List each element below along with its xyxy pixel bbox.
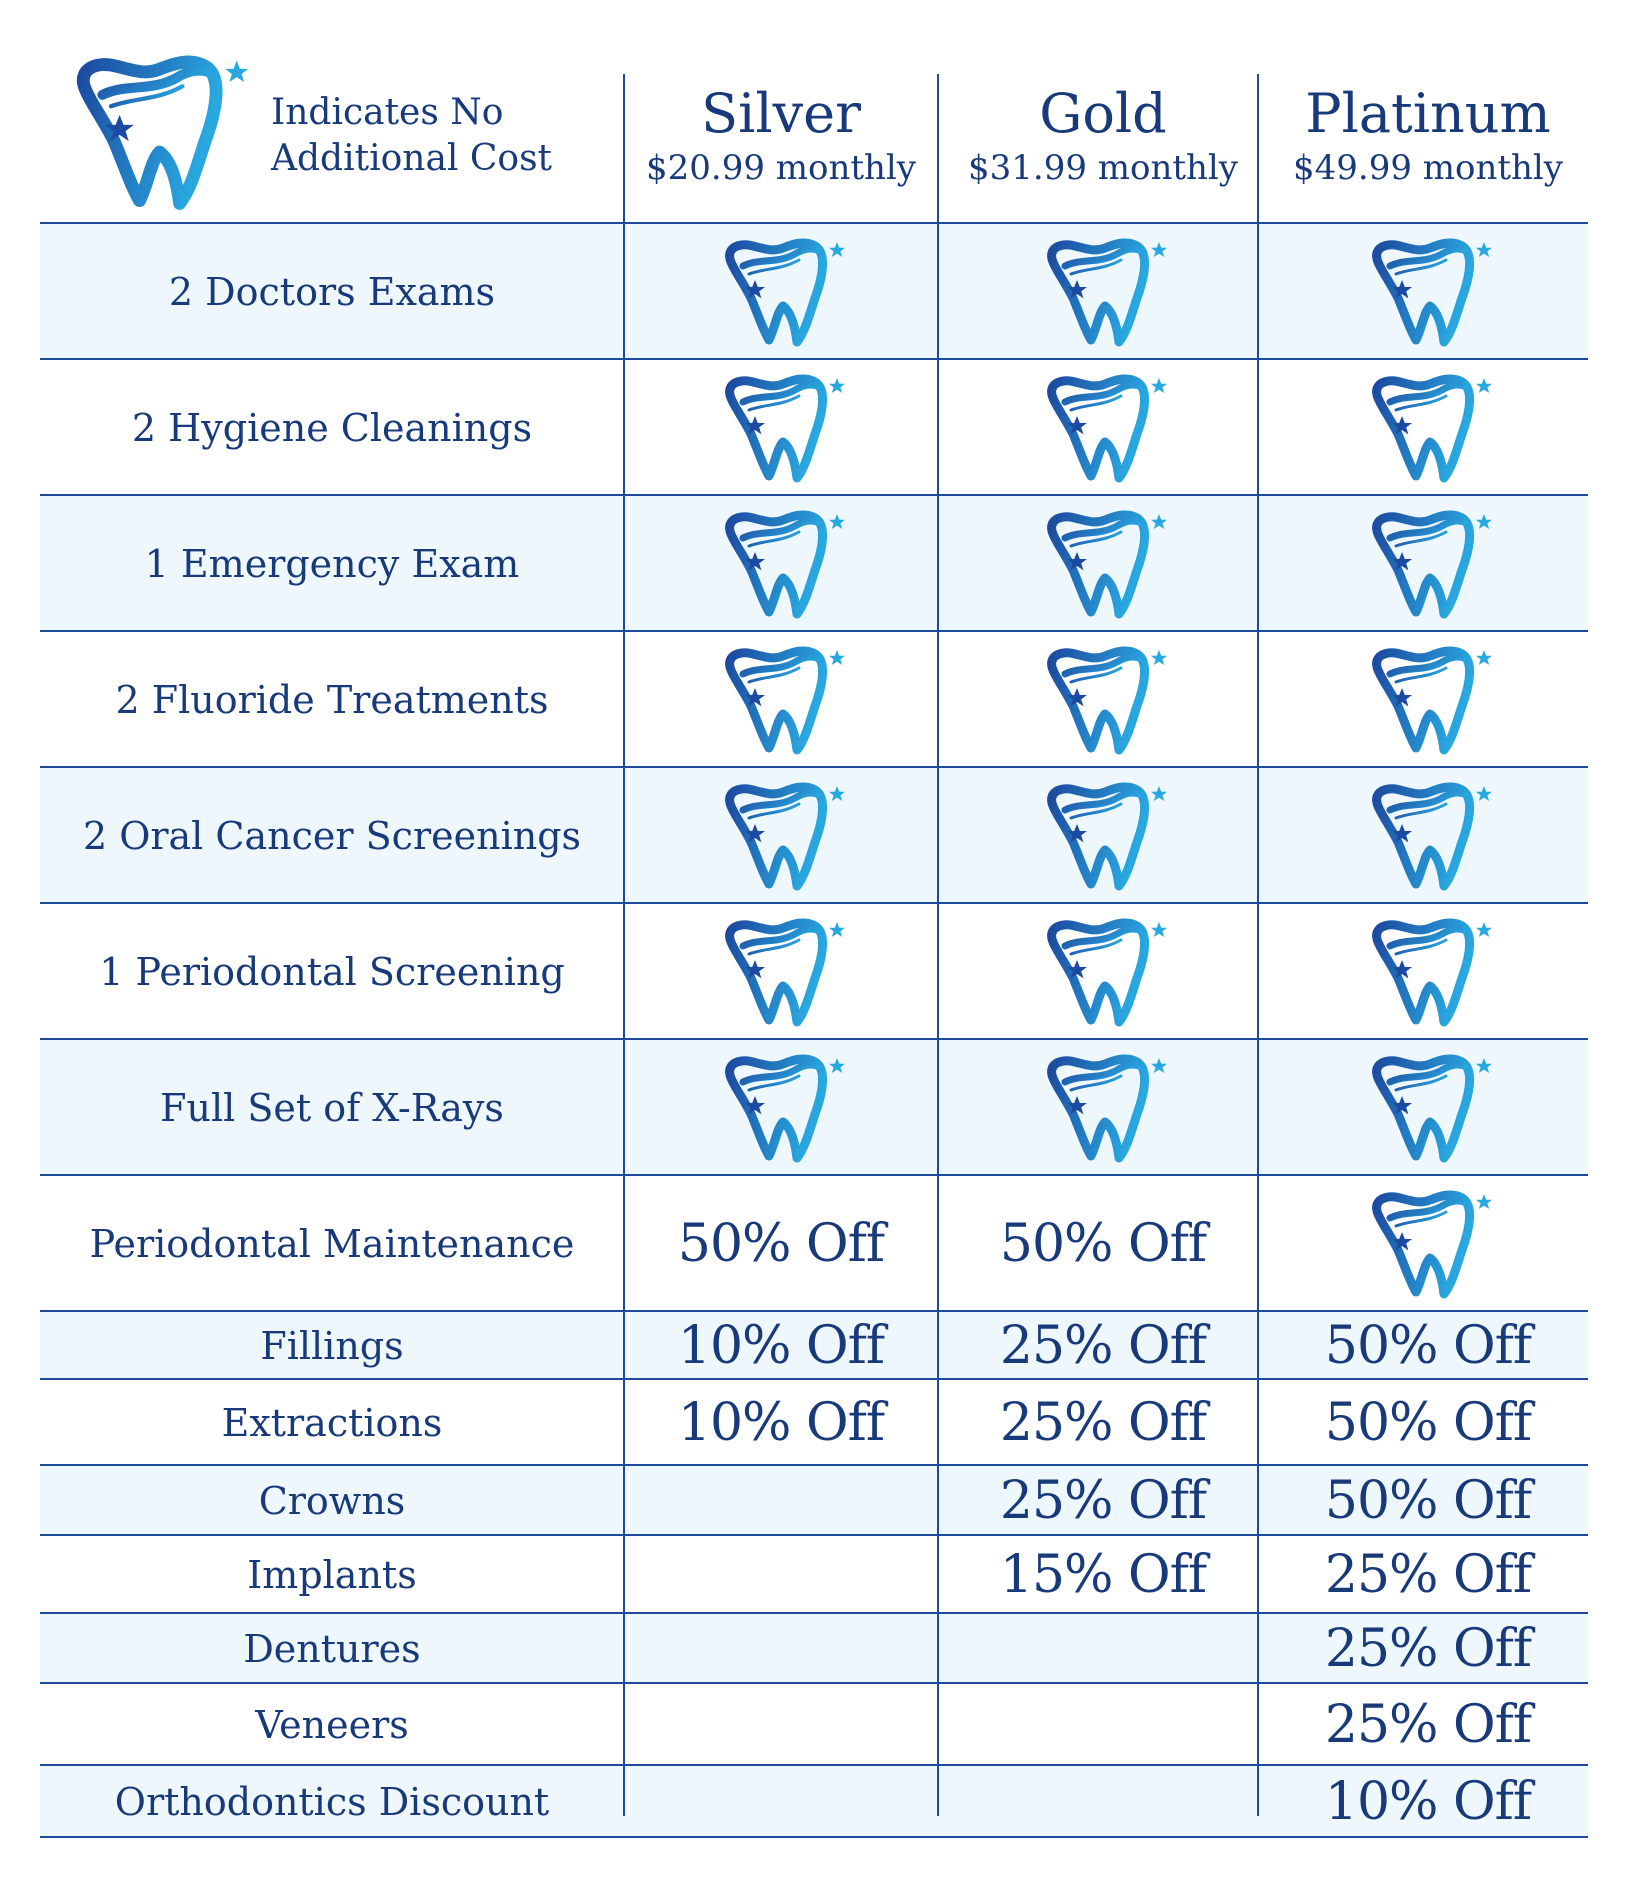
feature-label: Veneers <box>255 1703 409 1747</box>
tooth-star-icon <box>719 372 849 484</box>
gold-cell <box>938 1766 1268 1838</box>
feature-cell <box>40 1766 624 1838</box>
platinum-cell <box>1268 768 1588 904</box>
gold-cell <box>938 904 1268 1040</box>
feature-label: Crowns <box>258 1479 406 1523</box>
platinum-cell <box>1268 1176 1588 1312</box>
feature-cell <box>40 1614 624 1684</box>
gold-cell <box>938 1040 1268 1176</box>
feature-cell <box>40 360 624 496</box>
tooth-star-icon <box>1366 780 1496 892</box>
plan-name: Platinum <box>1305 82 1551 145</box>
silver-cell <box>624 904 938 1040</box>
feature-cell <box>40 1536 624 1614</box>
table-row <box>40 1612 1588 1684</box>
discount-value: 10% Off <box>677 1393 885 1453</box>
tooth-star-icon <box>1366 508 1496 620</box>
discount-value: 50% Off <box>1324 1393 1532 1453</box>
silver-cell <box>624 224 938 360</box>
feature-label: 2 Hygiene Cleanings <box>131 406 533 450</box>
plan-name: Silver <box>701 82 861 145</box>
plan-header-gold <box>938 80 1268 188</box>
gold-cell <box>938 224 1268 360</box>
table-row <box>40 1534 1588 1614</box>
legend-text <box>271 90 552 182</box>
platinum-cell <box>1268 904 1588 1040</box>
plan-name: Gold <box>1039 82 1167 145</box>
feature-label: Extractions <box>221 1401 443 1445</box>
tooth-star-icon <box>1366 1188 1496 1300</box>
gold-cell <box>938 1176 1268 1312</box>
silver-cell <box>624 1684 938 1766</box>
legend-line-1: Indicates No <box>271 92 504 133</box>
gold-cell <box>938 1536 1268 1614</box>
tooth-star-icon <box>66 52 256 212</box>
silver-cell <box>624 632 938 768</box>
gold-cell <box>938 632 1268 768</box>
tooth-star-icon <box>1041 1052 1171 1164</box>
feature-cell <box>40 1380 624 1466</box>
platinum-cell <box>1268 1380 1588 1466</box>
platinum-cell <box>1268 496 1588 632</box>
discount-value: 50% Off <box>677 1214 885 1274</box>
feature-label: Orthodontics Discount <box>114 1780 550 1824</box>
discount-value: 25% Off <box>999 1471 1207 1531</box>
gold-cell <box>938 1380 1268 1466</box>
silver-cell <box>624 1536 938 1614</box>
table-row <box>40 1682 1588 1766</box>
discount-value: 25% Off <box>999 1393 1207 1453</box>
silver-cell <box>624 1380 938 1466</box>
tooth-star-icon <box>1366 916 1496 1028</box>
discount-value: 50% Off <box>1324 1471 1532 1531</box>
tooth-star-icon <box>1041 236 1171 348</box>
table-row <box>40 222 1588 360</box>
table-row <box>40 630 1588 768</box>
tooth-star-icon <box>719 644 849 756</box>
table-row <box>40 1378 1588 1466</box>
platinum-cell <box>1268 224 1588 360</box>
column-divider <box>937 74 939 1816</box>
table-row <box>40 494 1588 632</box>
tooth-star-icon <box>719 236 849 348</box>
discount-value: 25% Off <box>999 1316 1207 1376</box>
tooth-star-icon <box>1366 372 1496 484</box>
feature-cell <box>40 1684 624 1766</box>
gold-cell <box>938 1466 1268 1536</box>
gold-cell <box>938 768 1268 904</box>
silver-cell <box>624 1466 938 1536</box>
table-row <box>40 1038 1588 1176</box>
platinum-cell <box>1268 1040 1588 1176</box>
table-row <box>40 1310 1588 1380</box>
feature-cell <box>40 1176 624 1312</box>
platinum-cell <box>1268 1466 1588 1536</box>
platinum-cell <box>1268 1684 1588 1766</box>
feature-cell <box>40 496 624 632</box>
platinum-cell <box>1268 1614 1588 1684</box>
table-row <box>40 1174 1588 1312</box>
legend-line-2: Additional Cost <box>271 138 553 179</box>
platinum-cell <box>1268 1536 1588 1614</box>
plan-price: $20.99 monthly <box>645 148 917 188</box>
feature-cell <box>40 632 624 768</box>
gold-cell <box>938 1684 1268 1766</box>
plan-header-platinum <box>1268 80 1588 188</box>
table-row <box>40 902 1588 1040</box>
tooth-star-icon <box>1041 916 1171 1028</box>
platinum-cell <box>1268 632 1588 768</box>
tooth-star-icon <box>1366 236 1496 348</box>
feature-label: Periodontal Maintenance <box>89 1222 575 1266</box>
feature-label: Dentures <box>243 1627 421 1671</box>
discount-value: 50% Off <box>1324 1316 1532 1376</box>
platinum-cell <box>1268 360 1588 496</box>
feature-cell <box>40 904 624 1040</box>
feature-label: Implants <box>247 1553 417 1597</box>
feature-label: 2 Fluoride Treatments <box>115 678 549 722</box>
feature-label: 2 Doctors Exams <box>168 270 496 314</box>
feature-cell <box>40 224 624 360</box>
feature-cell <box>40 1312 624 1380</box>
tooth-star-icon <box>719 1052 849 1164</box>
feature-label: Fillings <box>260 1324 404 1368</box>
tooth-star-icon <box>719 780 849 892</box>
silver-cell <box>624 1040 938 1176</box>
gold-cell <box>938 360 1268 496</box>
discount-value: 10% Off <box>1324 1772 1532 1832</box>
tooth-star-icon <box>1366 644 1496 756</box>
discount-value: 10% Off <box>677 1316 885 1376</box>
gold-cell <box>938 1312 1268 1380</box>
gold-cell <box>938 1614 1268 1684</box>
legend <box>66 52 626 212</box>
gold-cell <box>938 496 1268 632</box>
feature-label: 1 Periodontal Screening <box>99 950 565 994</box>
silver-cell <box>624 1614 938 1684</box>
column-divider <box>1257 74 1259 1816</box>
feature-label: 2 Oral Cancer Screenings <box>82 814 582 858</box>
silver-cell <box>624 1176 938 1312</box>
platinum-cell <box>1268 1766 1588 1838</box>
silver-cell <box>624 1766 938 1838</box>
plan-price: $49.99 monthly <box>1292 148 1564 188</box>
tooth-star-icon <box>1041 372 1171 484</box>
discount-value: 25% Off <box>1324 1545 1532 1605</box>
platinum-cell <box>1268 1312 1588 1380</box>
silver-cell <box>624 360 938 496</box>
feature-label: Full Set of X-Rays <box>160 1086 504 1130</box>
feature-label: 1 Emergency Exam <box>144 542 520 586</box>
discount-value: 25% Off <box>1324 1695 1532 1755</box>
tooth-star-icon <box>1041 508 1171 620</box>
tooth-star-icon <box>1366 1052 1496 1164</box>
silver-cell <box>624 768 938 904</box>
table-row <box>40 358 1588 496</box>
discount-value: 50% Off <box>999 1214 1207 1274</box>
table-row <box>40 1764 1588 1838</box>
column-divider <box>623 74 625 1816</box>
feature-cell <box>40 1040 624 1176</box>
discount-value: 15% Off <box>999 1545 1207 1605</box>
table-bottom-border <box>40 1836 1588 1838</box>
feature-cell <box>40 1466 624 1536</box>
plan-header-silver <box>624 80 938 188</box>
silver-cell <box>624 496 938 632</box>
discount-value: 25% Off <box>1324 1619 1532 1679</box>
feature-cell <box>40 768 624 904</box>
plan-price: $31.99 monthly <box>967 148 1239 188</box>
tooth-star-icon <box>1041 644 1171 756</box>
tooth-star-icon <box>1041 780 1171 892</box>
tooth-star-icon <box>719 508 849 620</box>
silver-cell <box>624 1312 938 1380</box>
table-row <box>40 1464 1588 1536</box>
tooth-star-icon <box>719 916 849 1028</box>
table-row <box>40 766 1588 904</box>
